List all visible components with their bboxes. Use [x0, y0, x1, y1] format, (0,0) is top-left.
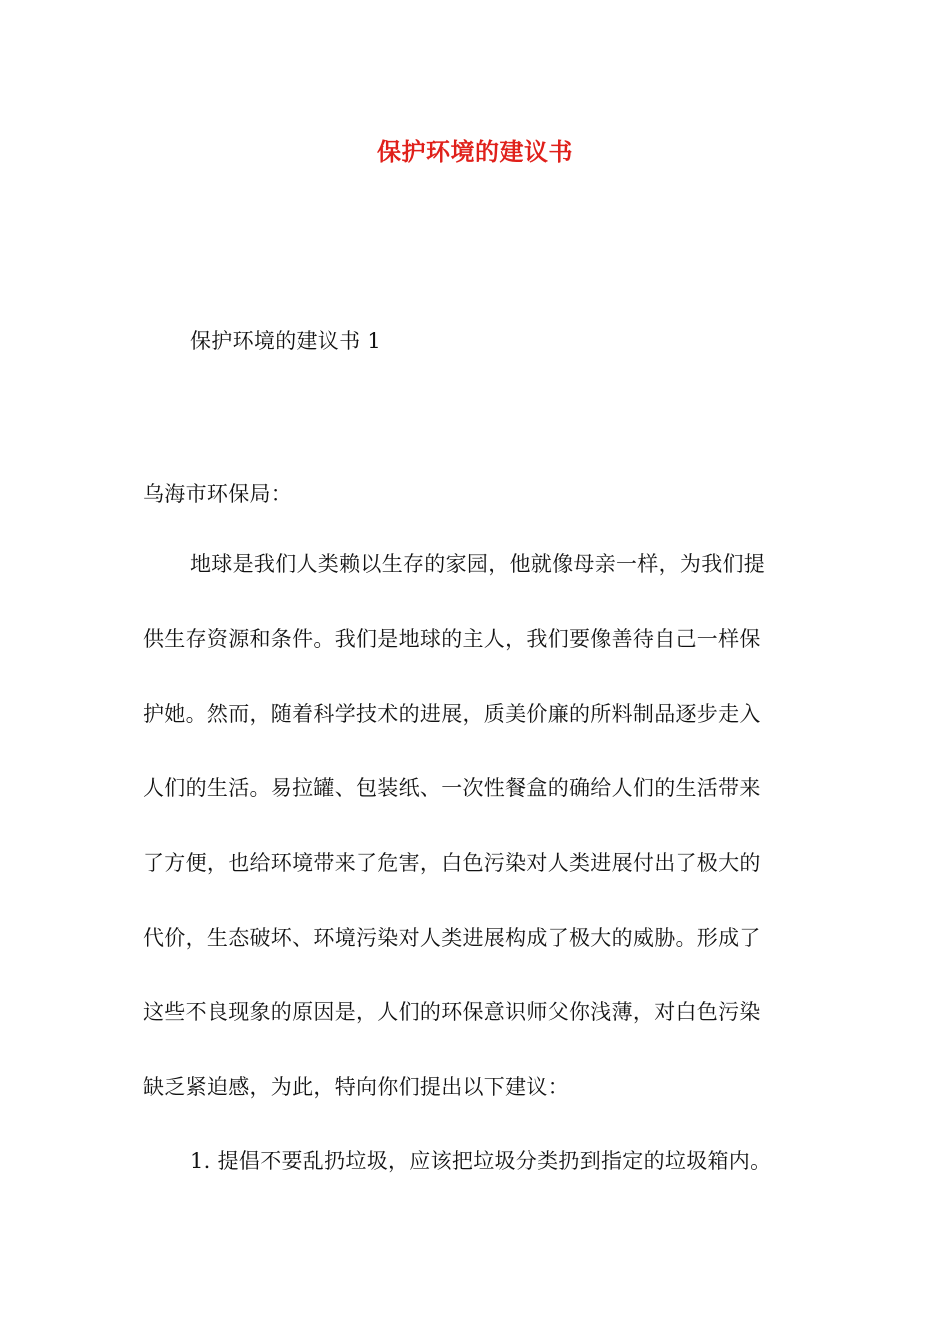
paragraph-line: 代价，生态破坏、环境污染对人类进展构成了极大的威胁。形成了 — [143, 926, 761, 950]
paragraph-line: 护她。然而，随着科学技术的进展，质美价廉的所料制品逐步走入 — [143, 702, 761, 726]
paragraph-line: 地球是我们人类赖以生存的家园，他就像母亲一样，为我们提 — [190, 552, 766, 576]
paragraph-line: 缺乏紧迫感，为此，特向你们提出以下建议： — [143, 1075, 569, 1099]
paragraph-line: 人们的生活。易拉罐、包装纸、一次性餐盒的确给人们的生活带来 — [143, 776, 761, 800]
paragraph-line: 这些不良现象的原因是，人们的环保意识师父你浅薄，对白色污染 — [143, 1000, 761, 1024]
list-item: 1. 提倡不要乱扔垃圾，应该把垃圾分类扔到指定的垃圾箱内。 — [190, 1149, 772, 1173]
salutation: 乌海市环保局： — [143, 482, 293, 506]
document-subtitle: 保护环境的建议书 1 — [190, 329, 382, 353]
paragraph-line: 供生存资源和条件。我们是地球的主人，我们要像善待自己一样保 — [143, 627, 761, 651]
paragraph-line: 了方便，也给环境带来了危害，白色污染对人类进展付出了极大的 — [143, 851, 761, 875]
document-title: 保护环境的建议书 — [377, 137, 573, 166]
